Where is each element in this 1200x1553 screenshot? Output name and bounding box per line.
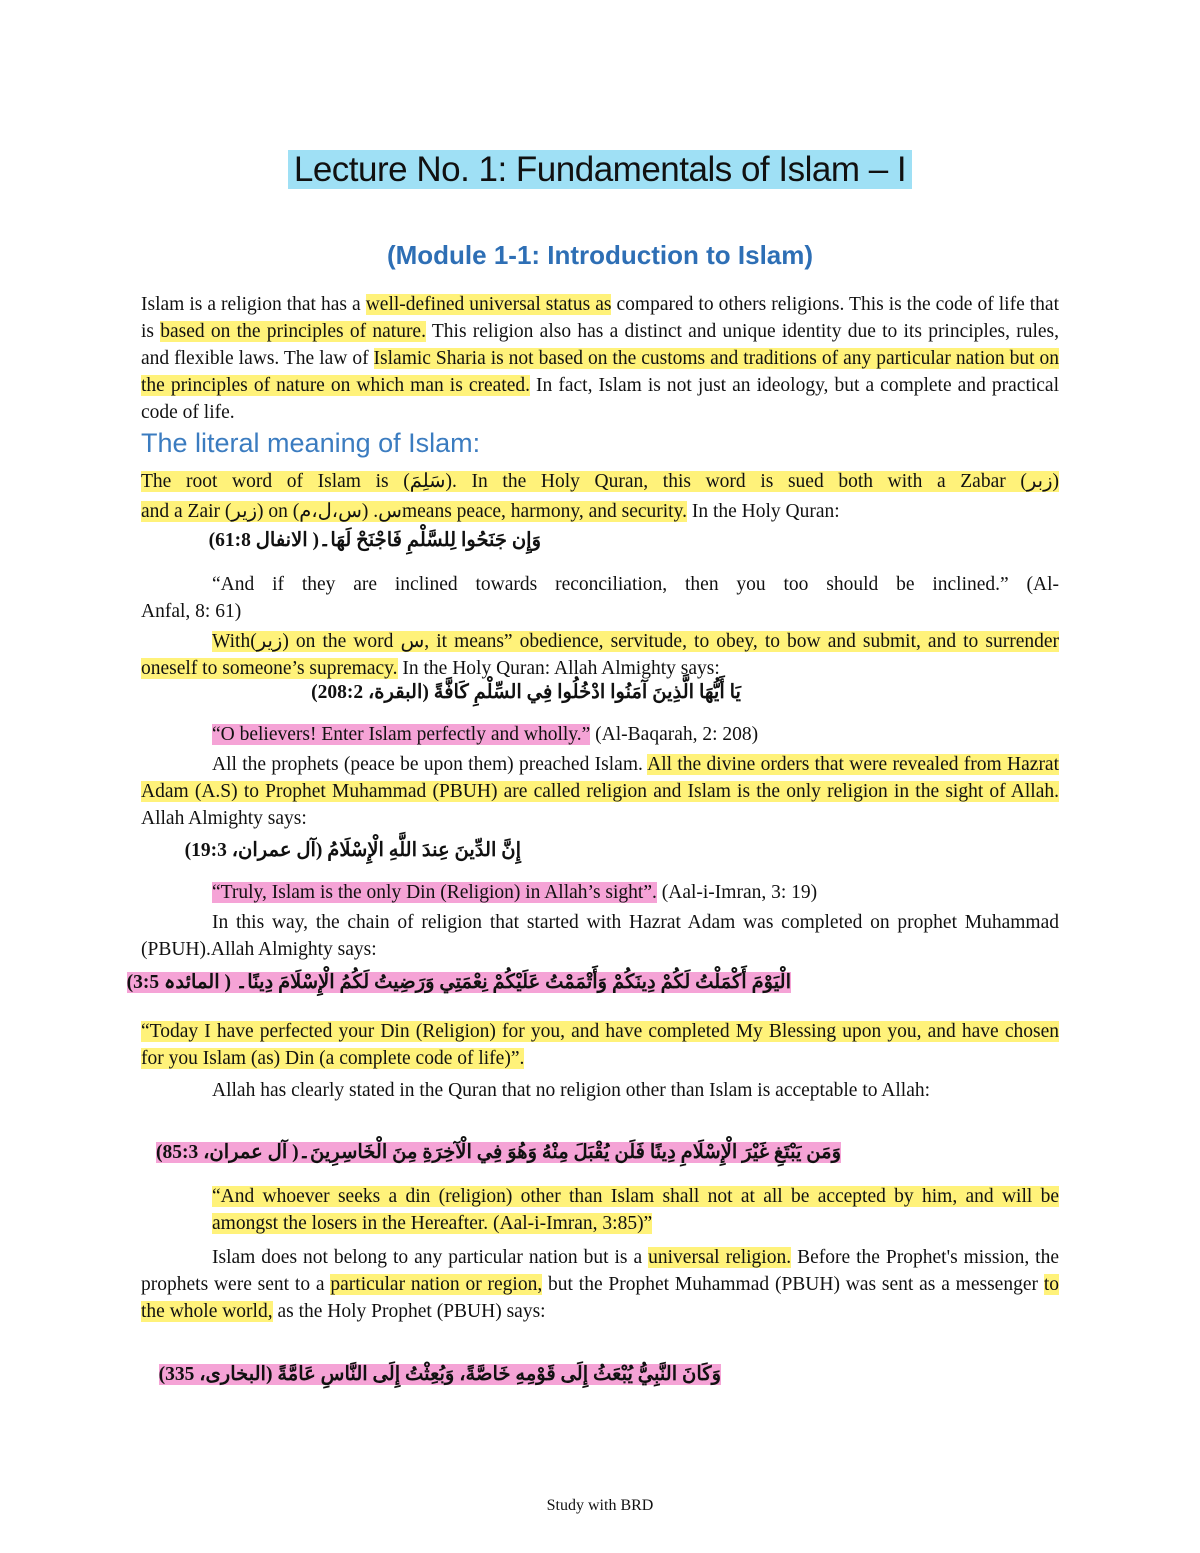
ayah-maidah: الْيَوْمَ أَكْمَلْتُ لَكُمْ دِينَكُمْ وَأَتْمَمْتُ عَلَيْكُمْ نِعْمَتِي وَرَضِيتُ لَكُمُ الْإِسْلَامَ دِينًا۔ ( المائدہ 3:5): [126, 972, 791, 993]
ayah-baqarah: يَا أَيُّهَا الَّذِينَ آمَنُوا ادْخُلُوا فِي السِّلْمِ كَافَّةً (البقرة، 208:2): [311, 682, 741, 703]
module-subtitle: (Module 1-1: Introduction to Islam): [386, 240, 814, 270]
translation-aal-imran-19: “Truly, Islam is the only Din (Religion) in Allah’s sight”. (Aal-i-Imran, 3: 19): [212, 882, 818, 903]
translation-anfal-1: “And if they are inclined towards reconciliation, then you too should be inclined.” (Al-: [212, 574, 1059, 595]
section-heading: The literal meaning of Islam:: [141, 428, 481, 458]
translation-maidah: “Today I have perfected your Din (Religion) for you, and have completed My Blessing upon you, and have chosen for you Islam (as) Din (a complete code of life)”.: [141, 1021, 1059, 1069]
root-word-line-2: and a Zair (زیر) on س. (س،ل،م)means peace, harmony, and security. In the Holy Quran:: [141, 501, 840, 522]
page-footer: Study with BRD: [546, 1497, 654, 1514]
clearly-stated-paragraph: Allah has clearly stated in the Quran that no religion other than Islam is acceptable to Allah:: [212, 1080, 931, 1101]
ayah-aal-imran-19: إِنَّ الدِّينَ عِندَ اللَّهِ الْإِسْلَامُ (آل عمران، 19:3): [184, 840, 521, 861]
translation-anfal-2: Anfal, 8: 61): [141, 601, 242, 622]
translation-baqarah: “O believers! Enter Islam perfectly and wholly.” (Al-Baqarah, 2: 208): [212, 724, 759, 745]
ayah-aal-imran-85: وَمَن يَبْتَغِ غَيْرَ الْإِسْلَامِ دِينًا فَلَن يُقْبَلَ مِنْهُ وَهُوَ فِي الْآخِرَةِ مِنَ الْخَاسِرِينَ۔( آل عمران، 85:3): [155, 1142, 841, 1163]
with-zair-paragraph: With(زیر) on the word س, it means” obedience, servitude, to obey, to bow and submit, and to surrender oneself to someone’s supremacy. In the Holy Quran: Allah Almighty says:: [141, 631, 1059, 679]
universal-religion-paragraph: Islam does not belong to any particular nation but is a universal religion. Before the Prophet's mission, the prophets were sent to a particular nation or region, but the Prophet Muhammad (PBUH) was sent as a messenger to the whole world, as the Holy Prophet (PBUH) says:: [141, 1247, 1059, 1322]
translation-aal-imran-85: “And whoever seeks a din (religion) other than Islam shall not at all be accepted by him, and will be amongst the losers in the Hereafter. (Aal-i-Imran, 3:85)”: [212, 1186, 1059, 1234]
chain-paragraph: In this way, the chain of religion that started with Hazrat Adam was completed on prophet Muhammad (PBUH).Allah Almighty says:: [141, 912, 1059, 960]
hadith-bukhari: وَكَانَ النَّبِيُّ يُبْعَثُ إِلَى قَوْمِهِ خَاصَّةً، وَبُعِثْتُ إِلَى النَّاسِ عَامَّةً (البخاری، 335): [158, 1364, 721, 1385]
lecture-title: Lecture No. 1: Fundamentals of Islam – I: [0, 150, 1200, 190]
root-word-line-1: The root word of Islam is (سَلِمَ). In the Holy Quran, this word is sued both with a Zabar (زبر): [141, 471, 1059, 492]
prophets-paragraph: All the prophets (peace be upon them) preached Islam. All the divine orders that were revealed from Hazrat Adam (A.S) to Prophet Muhammad (PBUH) are called religion and Islam is the only religion in the sight of Allah. Allah Almighty says:: [141, 754, 1060, 829]
ayah-anfal: وَإِن جَنَحُوا لِلسَّلْمِ فَاجْنَحْ لَهَا۔( الانفال 61:8): [208, 530, 541, 551]
intro-paragraph: Islam is a religion that has a well-defined universal status as compared to others religions. This is the code of life that is based on the principles of nature. This religion also has a distinct and unique identity due to its principles, rules, and flexible laws. The law of Islamic Sharia is not based on the customs and traditions of any particular nation but on the principles of nature on which man is created. In fact, Islam is not just an ideology, but a complete and practical code of life.: [141, 294, 1060, 423]
